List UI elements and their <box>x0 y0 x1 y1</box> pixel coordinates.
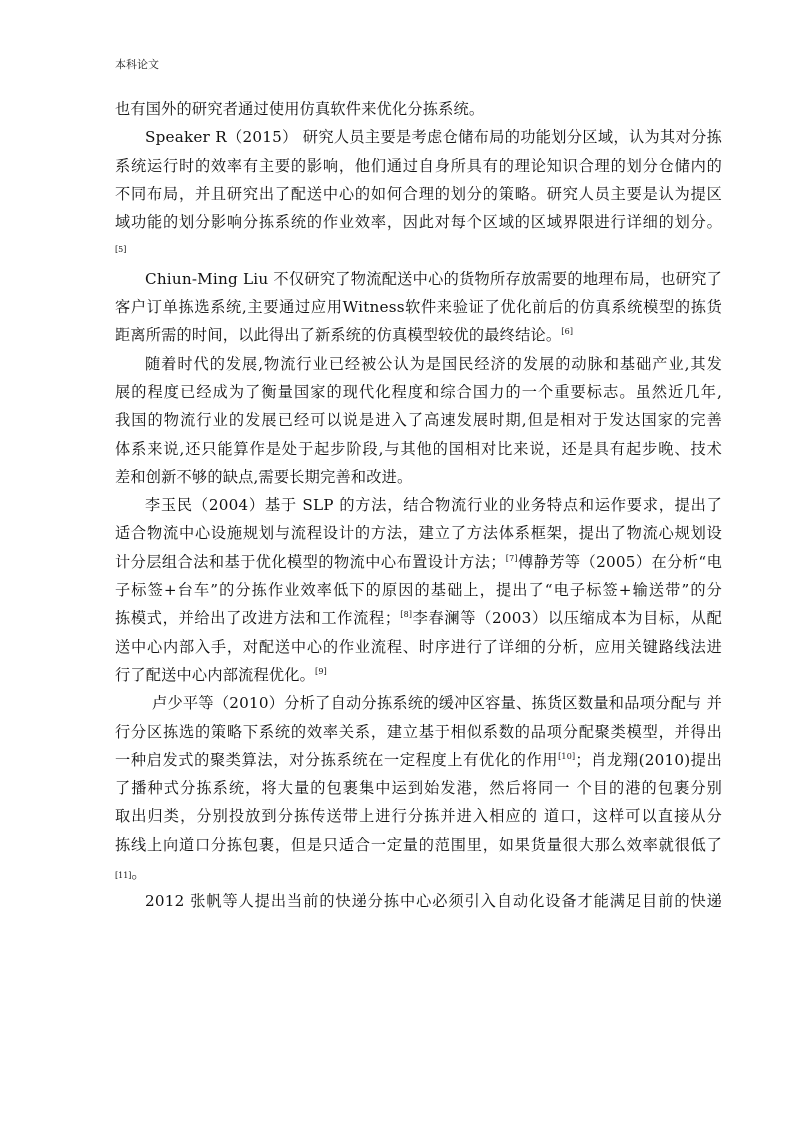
text-segment: 计分层组合法和基于优化模型的物流中心布置设计方法； <box>115 552 506 571</box>
text-line: 随着时代的发展,物流行业已经被公认为是国民经济的发展的动脉和基础产业,其发 <box>145 354 722 373</box>
text-line: 取出归类，分别投放到分拣传送带上进行分拣并进入相应的 道口，这样可以直接从分 <box>115 807 722 826</box>
text-line: Speaker R（2015） 研究人员主要是考虑仓储布局的功能划分区域，认为其对分拣 <box>145 128 722 147</box>
running-header: 本科论文 <box>115 58 159 71</box>
text-line: 适合物流中心设施规划与流程设计的方法，建立了方法体系框架，提出了物流心规划设 <box>115 524 722 543</box>
citation-ref: [10] <box>558 751 576 761</box>
text-line: 系统运行时的效率有主要的影响，他们通过自身所具有的理论知识合理的划分仓储内的 <box>115 156 722 175</box>
text-segment: 距离所需的时间，以此得出了新系统的仿真模型较优的最终结论。 <box>115 326 562 345</box>
text-segment: 。 <box>131 864 147 883</box>
text-segment: 傅静芳等（2005）在分析“电 <box>517 552 722 571</box>
text-line: 客户订单拣选系统,主要通过应用Witness软件来验证了优化前后的仿真系统模型的拣货 <box>115 298 722 317</box>
text-line <box>115 548 722 576</box>
text-line: 李玉民（2004）基于 SLP 的方法，结合物流行业的业务特点和运作要求，提出了 <box>145 496 722 515</box>
text-line: 体系来说,还只能算作是处于起步阶段,与其他的国相对比来说，还是具有起步晚、技术 <box>115 439 722 458</box>
text-line: 拣线上向道口分拣包裹，但是只适合一定量的范围里，如果货量很大那么效率就很低了 <box>115 835 722 854</box>
text-line <box>115 661 722 689</box>
text-line: 差和创新不够的缺点,需要长期完善和改进。 <box>115 467 413 486</box>
citation-ref: [8] <box>400 610 413 620</box>
text-segment: 行了配送中心内部流程优化。 <box>115 665 316 684</box>
text-line <box>115 321 722 349</box>
text-segment: 拣模式，并给出了改进方法和工作流程； <box>115 609 401 628</box>
citation-ref: [6] <box>561 327 574 337</box>
text-line: 了播种式分拣系统，将大量的包裹集中运到始发港，然后将同一 个目的港的包裹分别 <box>115 779 722 798</box>
text-line: 2012 张帆等人提出当前的快递分拣中心必须引入自动化设备才能满足目前的快递 <box>145 892 722 911</box>
citation-ref: [9] <box>315 666 327 676</box>
citation-ref: [11] <box>115 871 132 881</box>
text-line: 也有国外的研究者通过使用仿真软件来优化分拣系统。 <box>115 100 485 118</box>
text-line: 域功能的划分影响分拣系统的作业效率，因此对每个区域的区域界限进行详细的划分。 <box>115 213 722 232</box>
text-line <box>115 746 722 774</box>
text-line: 不同布局，并且研究出了配送中心的如何合理的划分的策略。研究人员主要是认为提区 <box>115 184 722 203</box>
text-line: 送中心内部入手，对配送中心的作业流程、时序进行了详细的分析，应用关键路线法进 <box>115 637 722 656</box>
text-line: 卢少平等（2010）分析了自动分拣系统的缓冲区容量、拣货区数量和品项分配与 并 <box>152 694 722 713</box>
text-segment: ；肖龙翔(2010)提出 <box>575 750 722 769</box>
text-line: 行分区拣选的策略下系统的效率关系，建立基于相似系数的品项分配聚类模型，并得出 <box>115 722 722 741</box>
citation-ref: [7] <box>505 553 518 563</box>
text-segment: 一种启发式的聚类算法，对分拣系统在一定程度上有优化的作用 <box>115 750 559 769</box>
body-text <box>115 95 722 916</box>
text-line: Chiun-Ming Liu 不仅研究了物流配送中心的货物所存放需要的地理布局，也研究了 <box>145 269 722 288</box>
text-line: 我国的物流行业的发展已经可以说是进入了高速发展时期,但是相对于发达国家的完善 <box>115 411 722 430</box>
text-line <box>115 859 722 887</box>
text-line: 展的程度已经成为了衡量国家的现代化程度和综合国力的一个重要标志。虽然近几年, <box>115 382 722 401</box>
text-line: 子标签+台车”的分拣作业效率低下的原因的基础上，提出了“电子标签+输送带”的分 <box>115 581 722 600</box>
text-segment: 李春澜等（2003）以压缩成本为目标，从配 <box>412 609 722 628</box>
text-line <box>115 604 722 632</box>
citation-ref: [5] <box>115 245 127 255</box>
